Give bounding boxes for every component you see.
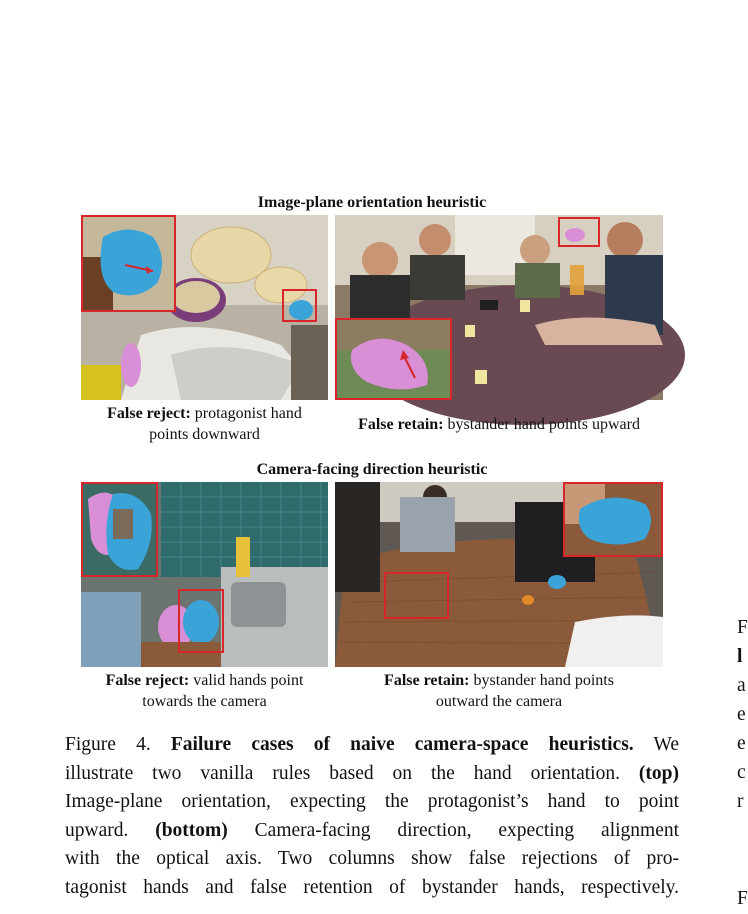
caption-line: Image-plane orientation, expecting the protagonist’s hand to point: [65, 791, 679, 813]
photo-bottom-right: [335, 482, 663, 667]
photo-top-right: [335, 215, 663, 400]
caption-bold: (bottom): [155, 819, 228, 841]
caption-text: protagonist hand: [194, 405, 302, 422]
caption-text: bystander hand points upward: [447, 416, 640, 433]
edge-letter: e: [737, 733, 746, 754]
figure-caption: [65, 731, 679, 903]
caption-text: points downward: [149, 426, 260, 443]
edge-letter: l: [737, 646, 743, 667]
sub-caption-top-right: [335, 414, 663, 435]
caption-line: with the optical axis. Two columns show false rejections of pro-: [65, 848, 679, 870]
caption-line: [65, 731, 679, 760]
edge-letter: F: [737, 617, 748, 638]
highlight-box-bottom-left: [178, 589, 224, 653]
inset-zoom-bottom-right: [563, 482, 663, 557]
caption-text: bystander hand points: [473, 672, 614, 689]
row-title-bottom: Camera-facing direction heuristic: [256, 461, 488, 478]
inset-zoom-top-right: [335, 318, 452, 400]
row-title-top: Image-plane orientation heuristic: [257, 194, 487, 211]
caption-text: outward the camera: [435, 693, 563, 710]
figure-label: Figure 4.: [65, 734, 151, 755]
caption-bold: False retain:: [384, 672, 470, 689]
caption-text: Camera-facing direction, expecting alignment: [254, 819, 680, 841]
edge-letter: r: [737, 791, 744, 812]
caption-line: [65, 817, 679, 846]
inset-zoom-top-left: [81, 215, 176, 312]
caption-text: illustrate two vanilla rules based on the hand orientation.: [65, 762, 620, 784]
edge-letter: e: [737, 704, 746, 725]
caption-text: towards the camera: [142, 693, 267, 710]
photo-top-left: [81, 215, 328, 400]
highlight-box-top-right: [558, 217, 600, 247]
sub-caption-bottom-right: [335, 670, 663, 712]
sub-caption-top-left: [81, 403, 328, 445]
inset-zoom-bottom-left: [81, 482, 158, 577]
caption-line: [65, 760, 679, 789]
photo-bottom-left: [81, 482, 328, 667]
edge-letter: F: [737, 888, 748, 909]
caption-text: valid hands point: [193, 672, 304, 689]
caption-bold: False retain:: [358, 416, 444, 433]
caption-bold: (top): [638, 762, 679, 784]
caption-bold: False reject:: [107, 405, 191, 422]
highlight-box-bottom-right: [384, 572, 449, 619]
edge-letter: a: [737, 675, 746, 696]
highlight-box-top-left: [282, 289, 317, 322]
edge-letter: c: [737, 762, 746, 783]
caption-text: upward.: [65, 819, 129, 841]
caption-text: We: [653, 734, 679, 755]
caption-bold: False reject:: [105, 672, 190, 689]
sub-caption-bottom-left: [81, 670, 328, 712]
figure-title: Failure cases of naive camera-space heuristics.: [170, 734, 634, 755]
caption-line: tagonist hands and false retention of bystander hands, respectively.: [65, 876, 679, 898]
